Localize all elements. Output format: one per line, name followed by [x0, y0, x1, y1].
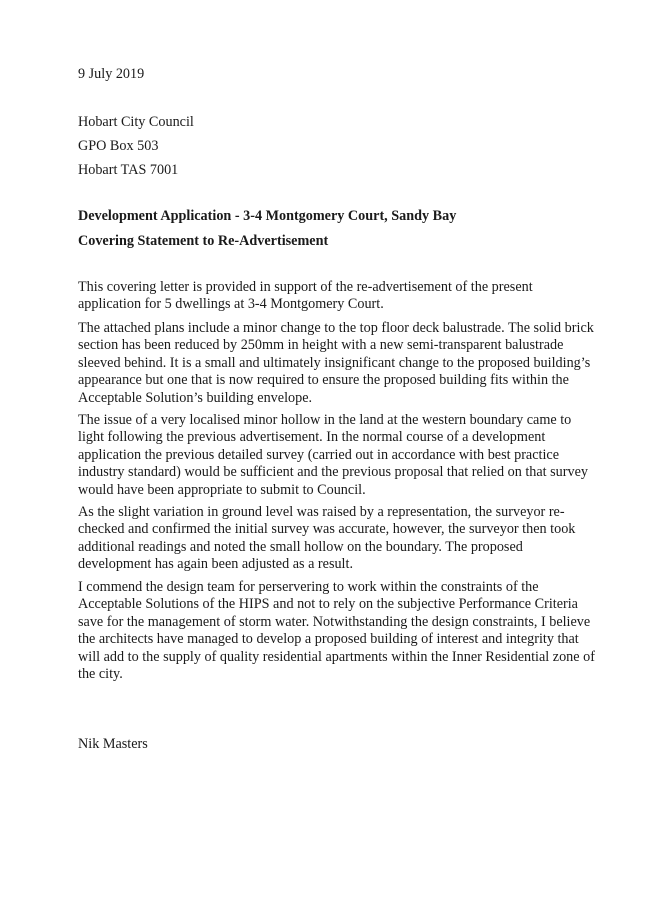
paragraph-intro: This covering letter is provided in support of the re-advertisement of the present application for 5 dwellings at 3-4 Montgomery Court.: [78, 279, 533, 313]
recipient-city: Hobart TAS 7001: [78, 162, 179, 178]
letter-date: 9 July 2019: [78, 66, 145, 82]
recipient-po-box: GPO Box 503: [78, 138, 159, 154]
recipient-name: Hobart City Council: [78, 114, 194, 130]
paragraph-hollow: The issue of a very localised minor hollow in the land at the western boundary came to light following the previous advertisement. In the normal course of a development application the previous detailed survey (carried out in accordance with best practice industry standard) would be sufficient and the previous proposal that relied on that survey would have been appropriate to submit to Council.: [78, 412, 588, 498]
paragraph-balustrade: The attached plans include a minor change to the top floor deck balustrade. The solid brick section has been reduced by 250mm in height with a new semi-transparent balustrade sleeved behind. It is a small and ultimately insignificant change to the proposed building’s appearance but one that is now required to ensure the proposed building fits within the Acceptable Solution’s building envelope.: [78, 320, 594, 406]
subject-heading: Development Application - 3-4 Montgomery Court, Sandy Bay: [78, 208, 457, 224]
paragraph-commendation: I commend the design team for perservering to work within the constraints of the Acceptable Solutions of the HIPS and not to rely on the subjective Performance Criteria save for the management of storm water. Notwithstanding the design constraints, I believe the architects have managed to develop a proposed building of interest and integrity that will add to the supply of quality residential apartments within the Inner Residential zone of the city.: [78, 579, 595, 683]
signature-name: Nik Masters: [78, 736, 148, 752]
subject-subheading: Covering Statement to Re-Advertisement: [78, 233, 329, 249]
paragraph-survey: As the slight variation in ground level was raised by a representation, the surveyor re-checked and confirmed the initial survey was accurate, however, the surveyor then took additional readings and noted the small hollow on the boundary. The proposed development has again been adjusted as a result.: [78, 504, 576, 573]
